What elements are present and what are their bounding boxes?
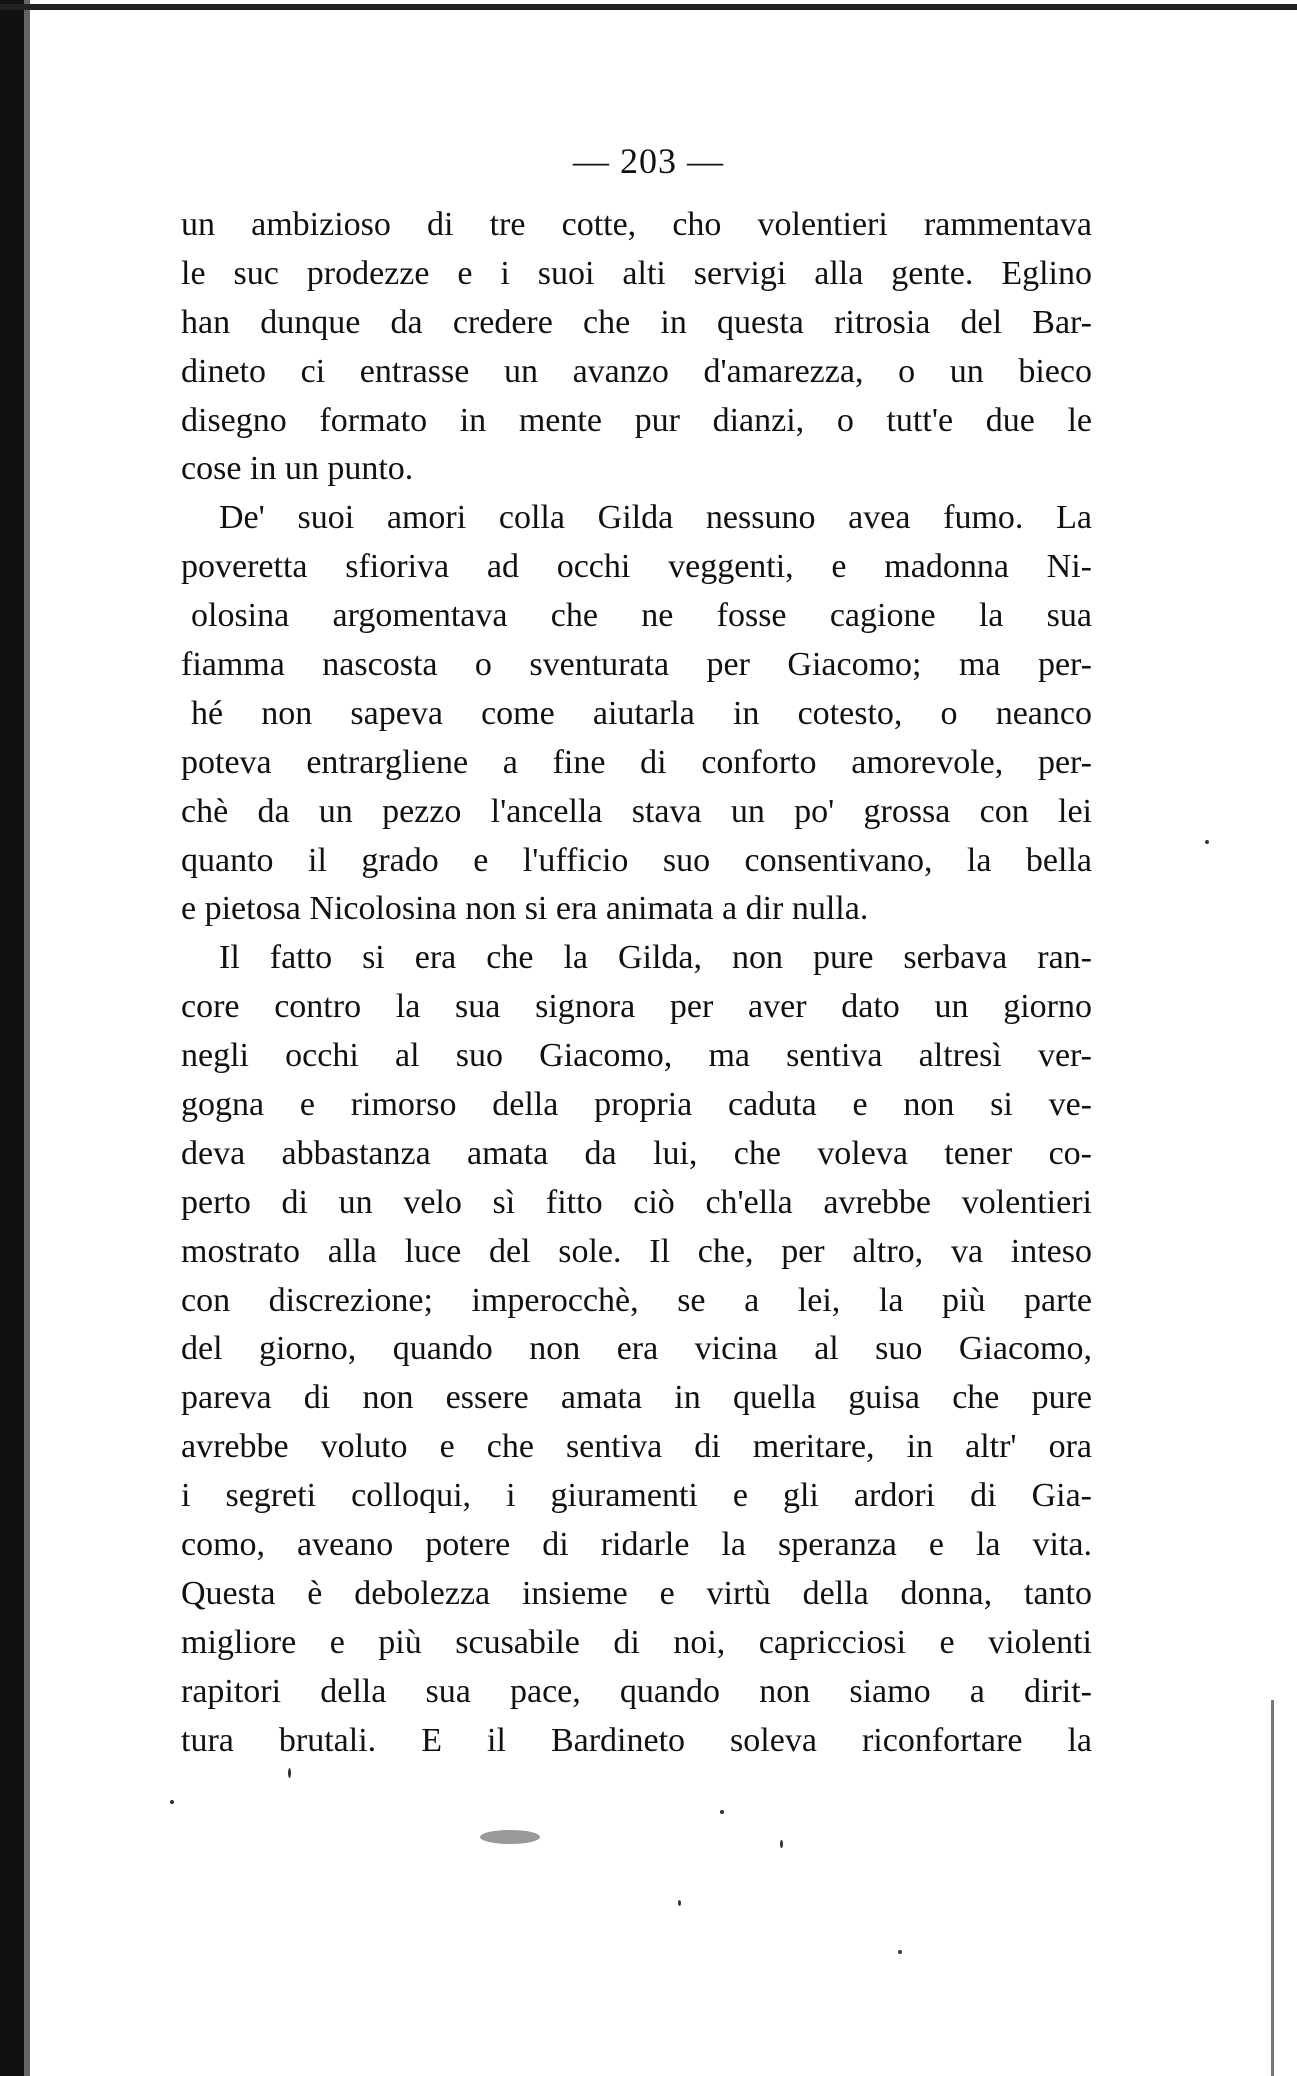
text-line: del giorno, quando non era vicina al suo Giacomo, (181, 1330, 1092, 1368)
text-line: chè da un pezzo l'ancella stava un po' grossa con lei (181, 792, 1092, 830)
text-line: Il fatto si era che la Gilda, non pure serbava ran- (219, 939, 1092, 977)
text-line: quanto il grado e l'ufficio suo consentivano, la bella (181, 841, 1092, 879)
page-number: — 203 — (573, 141, 724, 181)
body-text (181, 201, 1092, 1766)
text-line: mostrato alla luce del sole. Il che, per altro, va inteso (181, 1232, 1092, 1270)
scan-edge-top (0, 4, 1297, 10)
text-line: han dunque da credere che in questa ritrosia del Bar- (181, 303, 1092, 341)
text-line: pareva di non essere amata in quella guisa che pure (181, 1379, 1092, 1417)
text-line: migliore e più scusabile di noi, capricciosi e violenti (181, 1623, 1092, 1661)
scan-speck (480, 1830, 540, 1844)
scan-speck (170, 1800, 174, 1804)
text-line: olosina argomentava che ne fosse cagione la sua (191, 597, 1092, 635)
text-line: un ambizioso di tre cotte, cho volentieri rammentava (181, 206, 1092, 243)
text-line: hé non sapeva come aiutarla in cotesto, o neanco (191, 694, 1092, 732)
text-line: e pietosa Nicolosina non si era animata a dir nulla. (181, 890, 869, 928)
text-line: le suc prodezze e i suoi alti servigi alla gente. Eglino (181, 254, 1092, 292)
scan-edge-right (1271, 1700, 1274, 2076)
text-line: avrebbe voluto e che sentiva di meritare, in altr' ora (181, 1428, 1092, 1466)
scan-edge-shadow (24, 0, 30, 2076)
scan-speck (720, 1810, 724, 1814)
text-line: como, aveano potere di ridarle la speranza e la vita. (181, 1526, 1092, 1564)
scan-speck (678, 1900, 681, 1906)
text-line: disegno formato in mente pur dianzi, o tutt'e due le (181, 401, 1092, 439)
text-line: cose in un punto. (181, 450, 414, 488)
text-line: negli occhi al suo Giacomo, ma sentiva altresì ver- (181, 1037, 1092, 1075)
text-line: i segreti colloqui, i giuramenti e gli ardori di Gia- (181, 1477, 1092, 1515)
text-line: dineto ci entrasse un avanzo d'amarezza, o un bieco (181, 352, 1092, 390)
text-line: perto di un velo sì fitto ciò ch'ella avrebbe volentieri (181, 1183, 1092, 1221)
text-line: rapitori della sua pace, quando non siamo a dirit- (181, 1672, 1092, 1710)
scan-speck (288, 1768, 291, 1778)
text-line: tura brutali. E il Bardineto soleva riconfortare la (181, 1721, 1092, 1759)
scan-speck (1205, 840, 1209, 844)
scan-speck (898, 1950, 902, 1954)
scan-edge-left (0, 0, 24, 2076)
text-line: Questa è debolezza insieme e virtù della donna, tanto (181, 1574, 1092, 1612)
text-line: con discrezione; imperocchè, se a lei, la più parte (181, 1281, 1092, 1319)
text-line: De' suoi amori colla Gilda nessuno avea fumo. La (219, 499, 1092, 537)
text-line: fiamma nascosta o sventurata per Giacomo; ma per- (181, 646, 1092, 684)
text-line: gogna e rimorso della propria caduta e non si ve- (181, 1086, 1092, 1124)
text-line: deva abbastanza amata da lui, che voleva tener co- (181, 1134, 1092, 1172)
text-line: core contro la sua signora per aver dato un giorno (181, 988, 1092, 1026)
scan-speck (780, 1840, 783, 1848)
text-line: poveretta sfioriva ad occhi veggenti, e madonna Ni- (181, 548, 1092, 586)
text-line: poteva entrargliene a fine di conforto amorevole, per- (181, 743, 1092, 781)
